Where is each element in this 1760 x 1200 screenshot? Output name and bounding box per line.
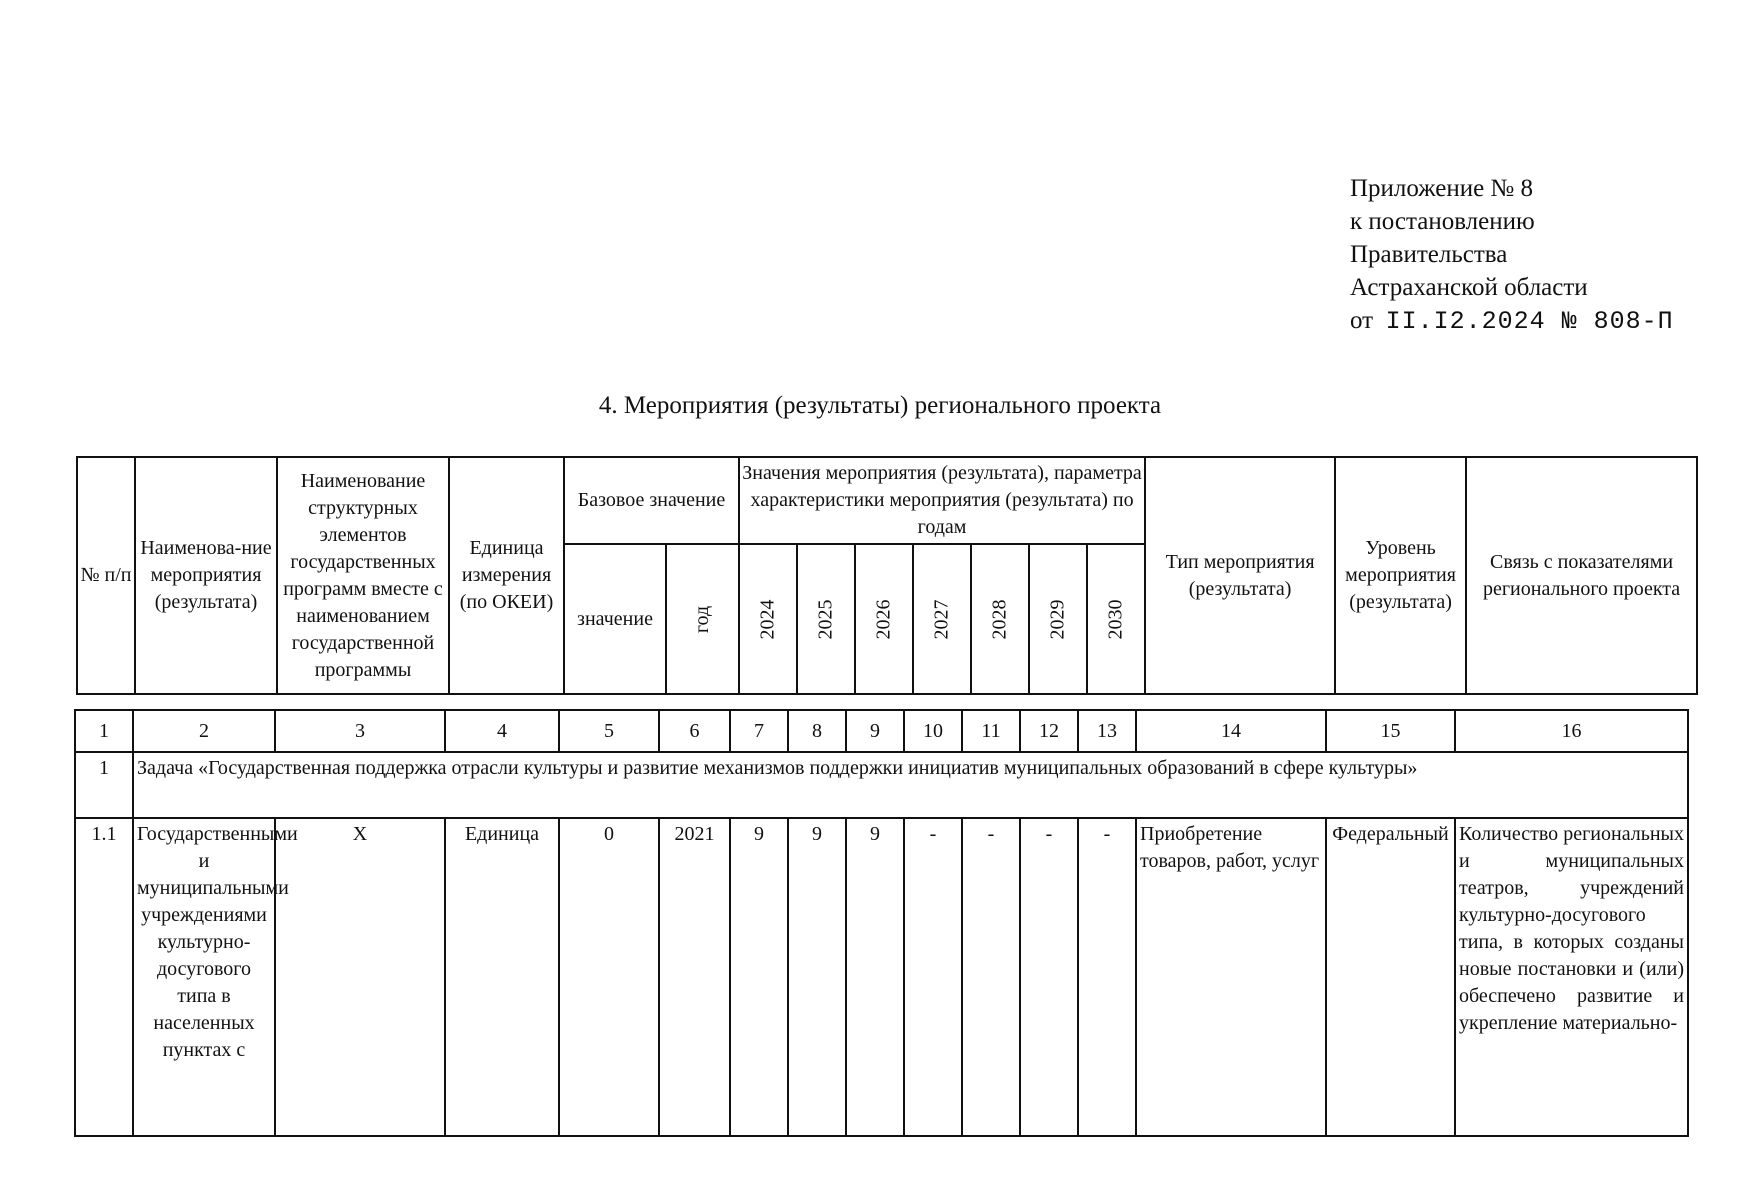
header-num: № п/п <box>77 457 135 694</box>
header-year-label: 2029 <box>1046 599 1069 639</box>
column-number-row <box>75 710 1688 752</box>
header-year <box>971 544 1029 694</box>
appendix-line-2: к постановлению <box>1350 208 1535 235</box>
row-type: Приобретение товаров, работ, услуг <box>1136 818 1326 1136</box>
row-year-value: - <box>962 818 1020 1136</box>
row-name: Государственными и муниципальными учреждениями культурно-досугового типа в населенных пунктах с <box>133 818 275 1136</box>
row-year-value: 9 <box>788 818 846 1136</box>
row-base-value: 0 <box>559 818 659 1136</box>
column-number: 11 <box>962 710 1020 752</box>
row-link: Количество региональных и муниципальных театров, учреждений культурно-досугового типа, в которых созданы новые постановки и (или) обеспечено развитие и укрепление материально- <box>1455 818 1688 1136</box>
header-year <box>739 544 797 694</box>
column-number: 5 <box>559 710 659 752</box>
row-year-value: 9 <box>730 818 788 1136</box>
header-base-year <box>666 544 739 694</box>
appendix-block <box>1350 172 1674 338</box>
row-year-value: - <box>904 818 962 1136</box>
appendix-line-1: Приложение № 8 <box>1350 175 1534 202</box>
column-number: 9 <box>846 710 904 752</box>
row-year-value: - <box>1020 818 1078 1136</box>
column-number: 16 <box>1455 710 1688 752</box>
header-year-label: 2028 <box>988 599 1011 639</box>
header-year-label: 2030 <box>1104 599 1127 639</box>
header-base-year-label: год <box>691 605 713 633</box>
header-struct: Наименование структурных элементов государственных программ вместе с наименованием государственной программы <box>277 457 449 694</box>
column-number: 4 <box>445 710 559 752</box>
row-year-value: - <box>1078 818 1136 1136</box>
column-number: 13 <box>1078 710 1136 752</box>
column-number: 2 <box>133 710 275 752</box>
column-number: 12 <box>1020 710 1078 752</box>
column-number: 10 <box>904 710 962 752</box>
appendix-date-prefix: от <box>1350 307 1374 334</box>
column-number: 3 <box>275 710 445 752</box>
header-year-label: 2026 <box>872 599 895 639</box>
table-row <box>75 818 1688 1136</box>
column-number: 15 <box>1326 710 1455 752</box>
section-title: 4. Мероприятия (результаты) регионального проекта <box>598 392 1162 419</box>
appendix-date: II.I2.2024 № 808-П <box>1385 307 1674 336</box>
header-year <box>1029 544 1087 694</box>
header-year-label: 2024 <box>756 599 779 639</box>
row-base-year: 2021 <box>659 818 730 1136</box>
header-values: Значения мероприятия (результата), параметра характеристики мероприятия (результата) по годам <box>739 457 1145 544</box>
column-number: 8 <box>788 710 846 752</box>
header-base-value: значение <box>564 544 666 694</box>
header-unit: Единица измерения (по ОКЕИ) <box>449 457 564 694</box>
header-base: Базовое значение <box>564 457 739 544</box>
row-num: 1.1 <box>75 818 133 1136</box>
header-link: Связь с показателями регионального проекта <box>1466 457 1697 694</box>
column-number: 14 <box>1136 710 1326 752</box>
table-body <box>74 709 1689 1137</box>
header-year <box>855 544 913 694</box>
column-number: 6 <box>659 710 730 752</box>
column-number: 7 <box>730 710 788 752</box>
appendix-date-line <box>1350 304 1674 338</box>
header-year <box>1087 544 1145 694</box>
row-year-value: 9 <box>846 818 904 1136</box>
task-row <box>75 752 1688 818</box>
header-year-label: 2027 <box>930 599 953 639</box>
row-struct: Х <box>275 818 445 1136</box>
column-number: 1 <box>75 710 133 752</box>
row-level: Федеральный <box>1326 818 1455 1136</box>
task-text: Задача «Государственная поддержка отрасли культуры и развитие механизмов поддержки инициатив муниципальных образований в сфере культуры» <box>133 752 1688 818</box>
header-type: Тип мероприятия (результата) <box>1145 457 1335 694</box>
table-header <box>76 456 1698 695</box>
header-level: Уровень мероприятия (результата) <box>1335 457 1466 694</box>
task-num: 1 <box>75 752 133 818</box>
header-year-label: 2025 <box>814 599 837 639</box>
appendix-line-3: Правительства <box>1350 241 1508 268</box>
header-name: Наименова-ние мероприятия (результата) <box>135 457 277 694</box>
row-unit: Единица <box>445 818 559 1136</box>
appendix-line-4: Астраханской области <box>1350 274 1588 301</box>
header-year <box>797 544 855 694</box>
header-year <box>913 544 971 694</box>
